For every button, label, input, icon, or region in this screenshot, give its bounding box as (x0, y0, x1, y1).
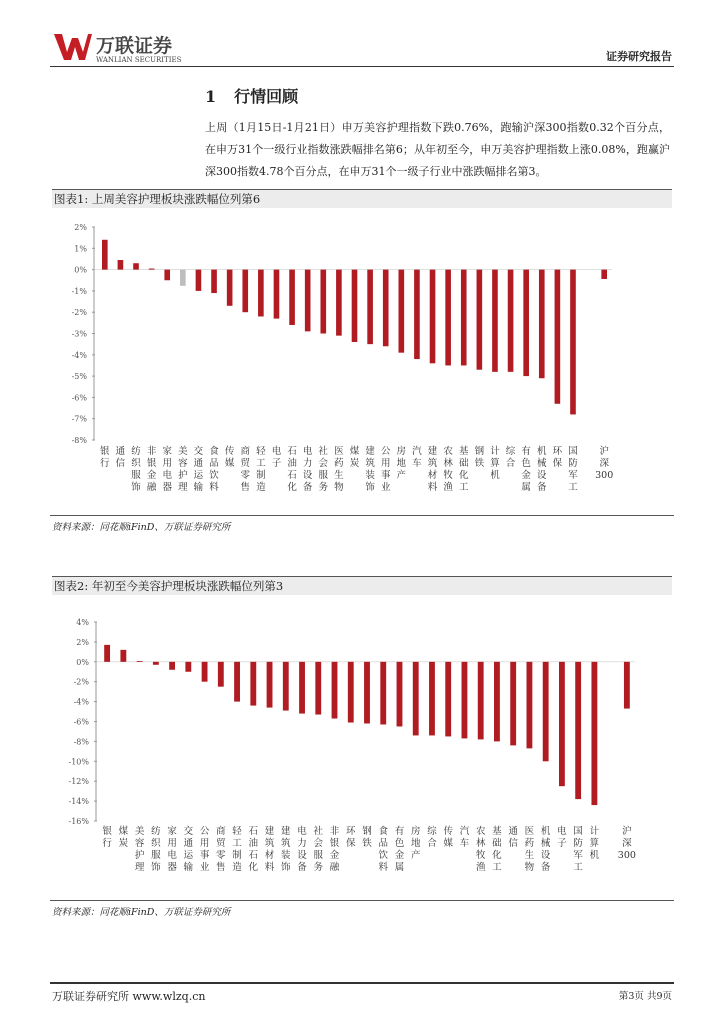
category-label: 基础化工 (458, 446, 469, 493)
y-tick-label: -7% (71, 414, 87, 424)
bar-沪深300 (601, 270, 607, 279)
section-title (205, 84, 298, 107)
bar-钢铁 (477, 270, 483, 370)
bar-钢铁 (364, 662, 370, 724)
category-label: 公用事业 (199, 826, 210, 873)
chart-weekly-change (52, 210, 672, 510)
figure-1-divider (50, 515, 674, 516)
y-tick-label: 0% (76, 657, 89, 667)
bar-汽车 (462, 662, 468, 739)
category-label: 计算机 (589, 826, 600, 861)
figure-1-title (52, 189, 672, 208)
category-label: 医药生物 (334, 446, 344, 493)
market-review-paragraph: 上周（1月15日-1月21日）申万美容护理指数下跌0.76%，跑输沪深300指数0.32个百分点，在申万31个一级行业指数涨跌幅排名第6；从年初至今，申万美容护理指数上涨0.08%，跑赢沪深300指数4.78个百分点，在申万31个一级子行业中涨跌幅排名第3。 (205, 121, 670, 178)
wanlian-logo (52, 30, 202, 66)
category-label: 机械设备 (540, 826, 551, 873)
bar-轻工制造 (234, 662, 240, 702)
page-number: 第3页 共9页 (618, 991, 672, 1002)
y-tick-label: -5% (71, 372, 87, 382)
bar-汽车 (414, 270, 420, 359)
figure-2-title (52, 576, 672, 595)
category-label: 综合 (427, 826, 437, 849)
category-label: 石油石化 (248, 826, 259, 873)
category-label: 电力设备 (302, 446, 313, 493)
bar-公用事业 (383, 270, 389, 347)
bar-社会服务 (320, 270, 326, 334)
bar-非银金融 (149, 269, 155, 270)
category-label: 建筑装饰 (281, 826, 291, 873)
y-tick-label: -4% (71, 350, 87, 360)
y-tick-label: -8% (71, 436, 87, 445)
bar-计算机 (492, 270, 498, 372)
category-label: 环保 (552, 446, 563, 469)
category-label: 环保 (345, 826, 356, 849)
category-label: 石油石化 (287, 446, 297, 493)
category-label: 房地产 (396, 446, 407, 481)
bar-电子 (559, 662, 565, 786)
category-label: 房地产 (410, 826, 421, 861)
bar-电子 (274, 270, 280, 319)
category-label: 食品饮料 (378, 826, 389, 873)
figure-2-source: 资料来源：同花顺iFinD、万联证券研究所 (52, 907, 231, 918)
footer-divider (50, 982, 674, 984)
category-label: 汽车 (459, 826, 470, 849)
category-label: 有色金属 (521, 446, 531, 493)
bar-家用电器 (169, 662, 175, 670)
category-label: 有色金属 (394, 826, 405, 873)
logo-w-icon (54, 34, 92, 60)
category-label: 沪深 300 (617, 826, 636, 861)
category-label: 电力设备 (297, 826, 307, 873)
logo-cn: 万联证券 (96, 35, 173, 57)
y-tick-label: -8% (73, 737, 89, 747)
y-tick-label: -14% (68, 797, 89, 807)
category-label: 机械设备 (537, 446, 547, 493)
bar-有色金属 (523, 270, 529, 377)
category-label: 沪深 300 (595, 446, 614, 481)
bar-国防军工 (570, 270, 576, 415)
category-label: 银行 (102, 826, 112, 849)
category-label: 家用电器 (167, 826, 177, 873)
category-label: 非银金融 (329, 826, 340, 873)
bar-商贸零售 (218, 662, 224, 687)
bar-环保 (348, 662, 354, 723)
bar-基础化工 (494, 662, 500, 742)
report-type: 证券研究报告 (606, 50, 672, 63)
bar-石油石化 (289, 270, 295, 325)
bar-房地产 (399, 270, 405, 353)
category-label: 农林牧渔 (443, 446, 453, 493)
category-label: 钢铁 (362, 826, 372, 849)
figure-1-source: 资料来源：同花顺iFinD、万联证券研究所 (52, 522, 231, 533)
bar-医药生物 (527, 662, 533, 749)
bar-农林牧渔 (478, 662, 484, 740)
category-label: 交通运输 (193, 446, 204, 493)
bar-食品饮料 (211, 270, 217, 293)
category-label: 国防军工 (568, 446, 578, 493)
category-label: 煤炭 (349, 446, 360, 469)
category-label: 电子 (557, 826, 567, 849)
y-tick-label: -2% (71, 308, 87, 318)
bar-电力设备 (299, 662, 305, 714)
figure-1-title-text: 图表1: 上周美容护理板块涨跌幅位列第6 (54, 192, 261, 206)
category-label: 传媒 (224, 446, 235, 469)
bar-建筑装饰 (283, 662, 289, 711)
category-label: 钢铁 (474, 446, 485, 469)
bar-环保 (555, 270, 561, 404)
category-label: 医药生物 (524, 826, 535, 873)
category-label: 计算机 (490, 446, 500, 481)
category-label: 农林牧渔 (475, 826, 486, 873)
y-tick-label: 2% (76, 637, 89, 647)
category-label: 食品饮料 (209, 446, 219, 493)
bar-医药生物 (336, 270, 342, 336)
category-label: 商贸零售 (240, 446, 251, 493)
bar-国防军工 (575, 662, 581, 799)
y-tick-label: 4% (76, 618, 89, 627)
category-label: 社会服务 (318, 446, 329, 493)
bar-通信 (510, 662, 516, 746)
bar-美容护理 (137, 661, 143, 662)
y-tick-label: -4% (73, 697, 89, 707)
bar-基础化工 (461, 270, 467, 366)
bar-房地产 (413, 662, 419, 736)
bar-机械设备 (539, 270, 545, 379)
category-label: 国防军工 (573, 826, 583, 873)
header-divider (50, 66, 674, 67)
bar-沪深300 (624, 662, 630, 709)
y-tick-label: -1% (71, 286, 87, 296)
y-tick-label: -16% (68, 817, 89, 826)
category-label: 轻工制造 (232, 826, 242, 873)
category-label: 美容护理 (134, 826, 145, 873)
bar-农林牧渔 (445, 270, 451, 366)
bar-交通运输 (196, 270, 202, 291)
bar-综合 (508, 270, 514, 372)
bar-食品饮料 (380, 662, 386, 725)
category-label: 纺织服饰 (151, 826, 161, 873)
category-label: 纺织服饰 (131, 446, 141, 493)
category-label: 社会服务 (313, 826, 324, 873)
category-label: 美容护理 (178, 446, 188, 493)
category-label: 电子 (271, 446, 282, 469)
category-label: 综合 (505, 446, 516, 469)
y-tick-label: 1% (74, 244, 87, 254)
bar-社会服务 (315, 662, 321, 715)
category-label: 商贸零售 (216, 826, 226, 873)
section-title-text: 行情回顾 (234, 87, 299, 106)
bar-机械设备 (543, 662, 549, 762)
category-label: 轻工制造 (256, 446, 266, 493)
bar-商贸零售 (242, 270, 248, 313)
bar-纺织服饰 (133, 263, 139, 269)
bar-传媒 (227, 270, 233, 306)
category-label: 汽车 (412, 446, 422, 469)
bar-交通运输 (185, 662, 191, 672)
category-label: 建筑材料 (264, 826, 275, 873)
y-tick-label: -10% (68, 757, 89, 767)
bar-美容护理 (180, 270, 186, 286)
bar-非银金融 (332, 662, 338, 719)
category-label: 交通运输 (183, 826, 194, 873)
y-tick-label: -6% (71, 393, 87, 403)
footer-site: 万联证券研究所 www.wlzq.cn (52, 990, 206, 1003)
bar-建筑材料 (430, 270, 436, 364)
figure-2-divider (50, 900, 674, 901)
category-label: 家用电器 (162, 446, 172, 493)
bar-银行 (104, 645, 110, 662)
bar-综合 (429, 662, 435, 736)
y-tick-label: 2% (74, 223, 87, 232)
bar-有色金属 (397, 662, 403, 727)
bar-石油石化 (250, 662, 256, 706)
bar-建筑材料 (267, 662, 273, 708)
bar-计算机 (591, 662, 597, 805)
bar-纺织服饰 (153, 662, 159, 665)
category-label: 传媒 (443, 826, 453, 849)
chart-ytd-change (52, 598, 672, 898)
y-tick-label: -12% (68, 777, 89, 787)
y-tick-label: -2% (73, 677, 89, 687)
y-tick-label: -3% (71, 329, 87, 339)
bar-通信 (118, 260, 124, 270)
y-tick-label: -6% (73, 717, 89, 727)
bar-家用电器 (164, 270, 170, 281)
bar-传媒 (445, 662, 451, 737)
bar-煤炭 (352, 270, 358, 342)
category-label: 建筑装饰 (365, 446, 375, 493)
bar-建筑装饰 (367, 270, 373, 345)
bar-煤炭 (120, 650, 126, 662)
category-label: 通信 (508, 826, 518, 849)
category-label: 建筑材料 (427, 446, 438, 493)
bar-轻工制造 (258, 270, 264, 317)
bar-电力设备 (305, 270, 311, 332)
category-label: 银行 (100, 446, 110, 469)
category-label: 基础化工 (492, 826, 502, 873)
logo-en: WANLIAN SECURITIES (96, 56, 182, 64)
category-label: 非银金融 (146, 446, 157, 493)
category-label: 通信 (115, 446, 126, 469)
section-number: 1 (205, 87, 217, 106)
bar-公用事业 (202, 662, 208, 682)
bar-银行 (102, 240, 108, 270)
category-label: 煤炭 (118, 826, 129, 849)
figure-2-title-text: 图表2: 年初至今美容护理板块涨跌幅位列第3 (54, 579, 284, 593)
y-tick-label: 0% (74, 265, 87, 275)
category-label: 公用事业 (380, 446, 391, 493)
